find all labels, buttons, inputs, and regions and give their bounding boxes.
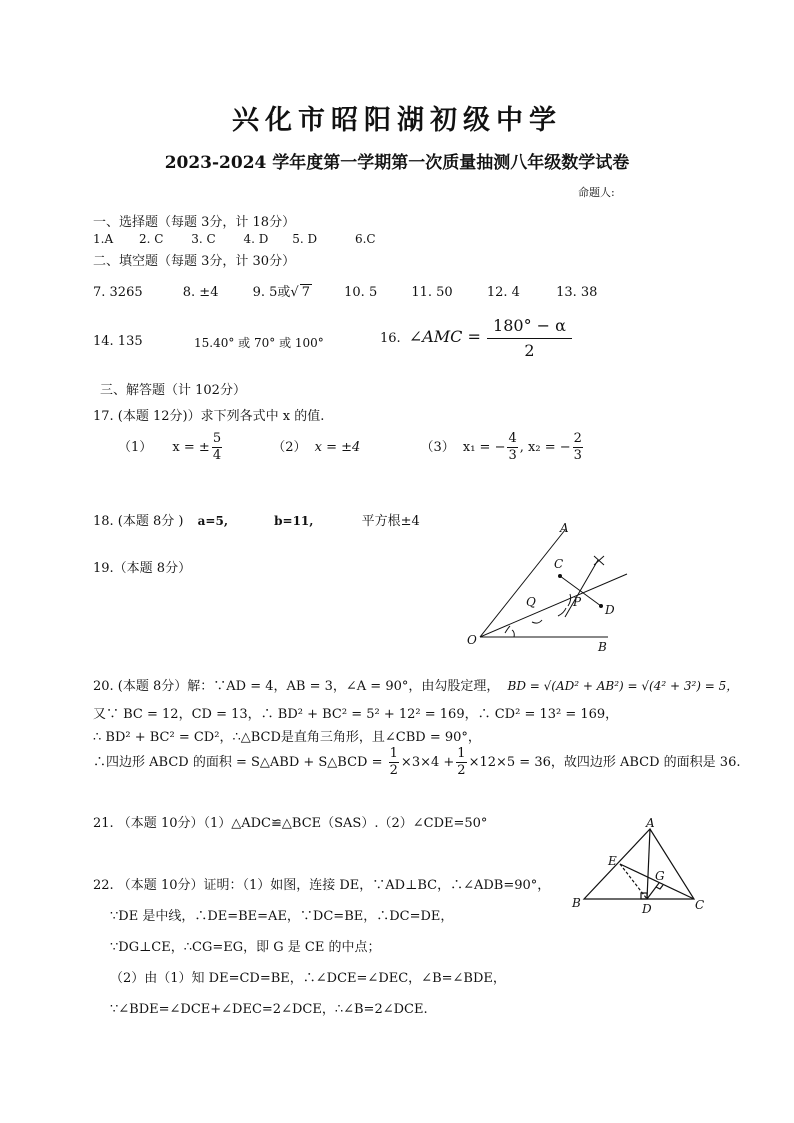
- q22-line5: ∵∠BDE=∠DCE+∠DEC=2∠DCE，∴∠B=2∠DCE.: [110, 1002, 428, 1017]
- answer-11: 11. 50: [411, 285, 453, 300]
- label-p: P: [573, 595, 582, 609]
- answer-15: 15.40° 或 70° 或 100°: [194, 336, 324, 350]
- school-title: 兴化市昭阳湖初级中学: [232, 105, 562, 136]
- answer-10: 10. 5: [344, 285, 378, 300]
- answer-5: 5. D: [292, 232, 318, 246]
- label-c: C: [554, 557, 564, 571]
- q20-line4: ∴四边形 ABCD 的面积 = S△ABD + S△BCD = $\frac{1}{2}$ ×3×4 + $\frac{1}{2}$ ×12×5 = 36，故四边形 ABCD 的面积是 36.: [93, 746, 741, 778]
- section2-title: 二、填空题（每题 3分，计 30分）: [93, 254, 296, 269]
- q22-line1: 22. （本题 10分）证明：（1）如图，连接 DE，∵AD⊥BC，∴∠ADB=90°，: [93, 878, 551, 893]
- answer-8: 8. ±4: [182, 285, 219, 300]
- exam-title: 2023-2024 学年度第一学期第一次质量抽测八年级数学试卷: [164, 153, 630, 173]
- label-d: D: [642, 902, 652, 915]
- q22-diagram: [568, 815, 708, 915]
- section1-answers: [93, 232, 376, 246]
- label-q: Q: [526, 595, 536, 609]
- q18: 18. (本题 8分 ) a=5, b=11, 平方根±4: [93, 514, 420, 529]
- label-d: D: [605, 603, 615, 617]
- q21-answer: 21. （本题 10分）（1）△ADC≌△BCE（SAS）.（2）∠CDE=50°: [93, 816, 488, 831]
- label-g: G: [655, 869, 665, 883]
- section1-title: 一、选择题（每题 3分，计 18分）: [93, 215, 296, 230]
- answer-13: 13. 38: [556, 285, 598, 300]
- answer-1: 1.A: [93, 232, 114, 246]
- q20-line2: 又∵ BC = 12，CD = 13，∴ BD² + BC² = 5² + 12² = 169，∴ CD² = 13² = 169，: [93, 707, 619, 722]
- q22-line2: ∵DE 是中线，∴DE=BE=AE，∵DC=BE，∴DC=DE，: [110, 909, 454, 924]
- label-o: O: [467, 633, 477, 647]
- q22-line4: （2）由（1）知 DE=CD=BE，∴∠DCE=∠DEC，∠B=∠BDE，: [110, 971, 506, 986]
- q17-stem: 17. (本题 12分)）求下列各式中 x 的值.: [93, 409, 325, 424]
- q17-answers: （1） x = ± $\frac{5}{4}$ （2） x = ±4 （3） x₁ = − $\frac{4}{3}$ , x₂ = − $\frac{2}{3}$: [118, 431, 582, 463]
- answer-14: 14. 135: [93, 334, 143, 349]
- setter-label: 命题人:: [578, 186, 615, 199]
- fill-answers-row1: [93, 281, 597, 300]
- answer-9: 9. 5或√ 7: [252, 285, 310, 300]
- q22-line3: ∵DG⊥CE，∴CG=EG，即 G 是 CE 的中点；: [110, 940, 381, 955]
- label-a: A: [646, 816, 655, 830]
- answer-4: 4. D: [243, 232, 269, 246]
- answer-16: 16. ∠AMC = $\frac{180^\circ - \alpha}{2}$: [380, 314, 574, 363]
- section3-title: 三、解答题（计 102分）: [100, 383, 246, 398]
- q20-line1: 20. (本题 8分）解：∵AD = 4，AB = 3，∠A = 90°，由勾股定理， BD = √(AD² + AB²) = √(4² + 3²) = 5，: [93, 679, 739, 694]
- answer-7: 7. 3265: [93, 285, 143, 300]
- answer-3: 3. C: [191, 232, 216, 246]
- label-e: E: [608, 854, 617, 868]
- label-b: B: [572, 896, 581, 910]
- label-c: C: [695, 898, 705, 912]
- label-b: B: [598, 640, 607, 654]
- label-a: A: [560, 521, 569, 535]
- q19-stem: 19.（本题 8分）: [93, 561, 192, 576]
- q19-diagram: [460, 520, 630, 655]
- answer-12: 12. 4: [486, 285, 520, 300]
- q20-line3: ∴ BD² + BC² = CD²，∴△BCD是直角三角形，且∠CBD = 90°，: [93, 730, 481, 745]
- answer-2: 2. C: [138, 232, 164, 246]
- answer-6: 6.C: [354, 232, 376, 246]
